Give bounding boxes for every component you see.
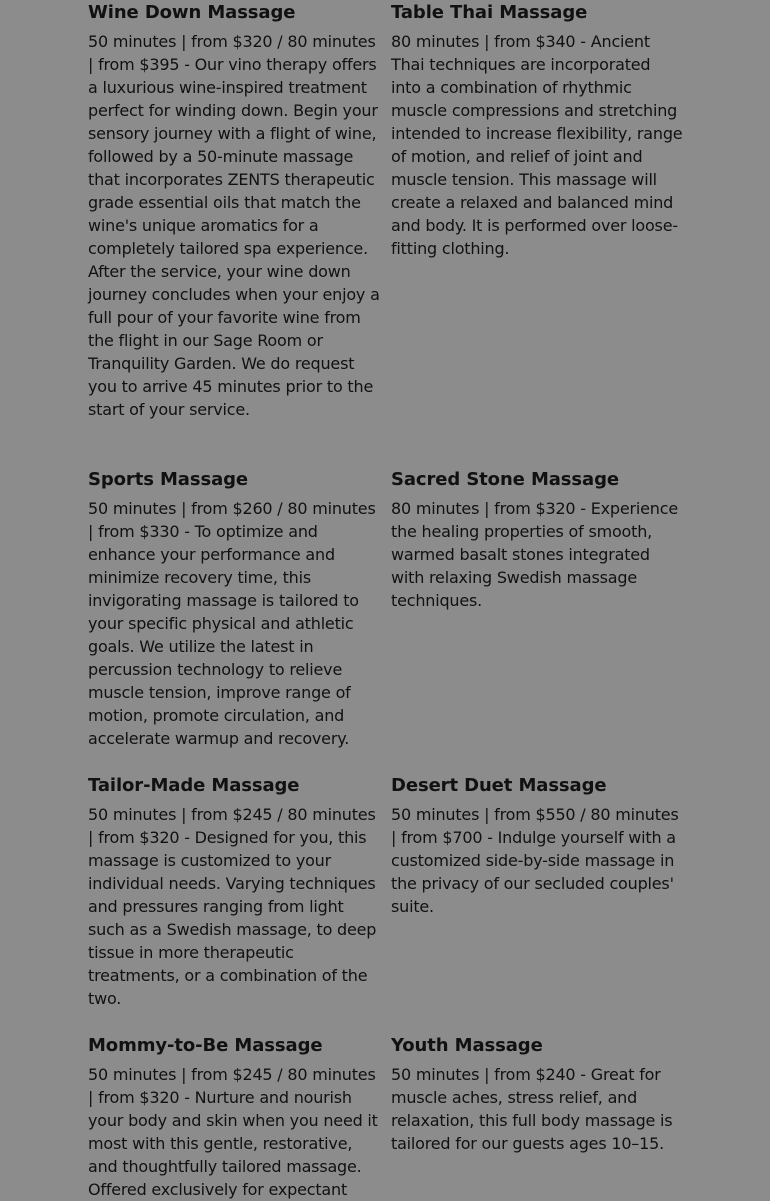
service-description: 50 minutes | from $320 / 80 minutes | from $395 - Our vino therapy offers a luxurious wine-inspired treatment perfect for winding down. Begin your sensory journey with a flight of wine, followed by a 50-minute massage that incorporates ZENTS therapeutic grade essential oils that match the wine's unique aromatics for a completely tailored spa experience. After the service, your wine down journey concludes when your enjoy a full pour of your favorite wine from the flight in our Sage Room or Tranquility Garden. We do request you to arrive 45 minutes prior to the start of your service. — [88, 32, 380, 419]
service-description: 80 minutes | from $320 - Experience the healing properties of smooth, warmed basalt stones integrated with relaxing Swedish massage techniques. — [391, 499, 678, 610]
service-description: 50 minutes | from $245 / 80 minutes | from $320 - Nurture and nourish your body and skin when you need it most with this gentle, restorative, and thoughtfully tailored massage. Offered exclusively for expectant — [88, 1065, 378, 1199]
service-title: Wine Down Massage — [88, 2, 296, 23]
service-wine-down-massage — [88, 0, 380, 421]
service-mommy-to-be-massage — [88, 1033, 380, 1201]
service-title: Tailor-Made Massage — [88, 775, 300, 796]
service-description: 50 minutes | from $245 / 80 minutes | from $320 - Designed for you, this massage is customized to your individual needs. Varying techniques and pressures ranging from light such as a Swedish massage, to deep tissue in more therapeutic treatments, or a combination of the two. — [88, 805, 377, 1008]
service-table-thai-massage — [391, 0, 683, 260]
service-sports-massage — [88, 467, 380, 750]
service-youth-massage — [391, 1033, 683, 1155]
service-tailor-made-massage — [88, 773, 380, 1010]
service-description: 50 minutes | from $240 - Great for muscle aches, stress relief, and relaxation, this full body massage is tailored for our guests ages 10–15. — [391, 1065, 673, 1153]
service-title: Sacred Stone Massage — [391, 469, 619, 490]
service-sacred-stone-massage — [391, 467, 683, 612]
service-title: Mommy-to-Be Massage — [88, 1035, 323, 1056]
service-title: Sports Massage — [88, 469, 249, 490]
service-description: 50 minutes | from $260 / 80 minutes | from $330 - To optimize and enhance your performance and minimize recovery time, this invigorating massage is tailored to your specific physical and athletic goals. We utilize the latest in percussion technology to relieve muscle tension, improve range of motion, promote circulation, and accelerate warmup and recovery. — [88, 499, 376, 748]
service-title: Table Thai Massage — [391, 2, 588, 23]
service-description: 80 minutes | from $340 - Ancient Thai techniques are incorporated into a combination of rhythmic muscle compressions and stretching intended to increase flexibility, range of motion, and relief of joint and muscle tension. This massage will create a relaxed and balanced mind and body. It is performed over loose-fitting clothing. — [391, 32, 683, 258]
service-title: Desert Duet Massage — [391, 775, 607, 796]
service-description: 50 minutes | from $550 / 80 minutes | from $700 - Indulge yourself with a customized side-by-side massage in the privacy of our secluded couples' suite. — [391, 805, 679, 916]
service-title: Youth Massage — [391, 1035, 543, 1056]
service-desert-duet-massage — [391, 773, 683, 918]
